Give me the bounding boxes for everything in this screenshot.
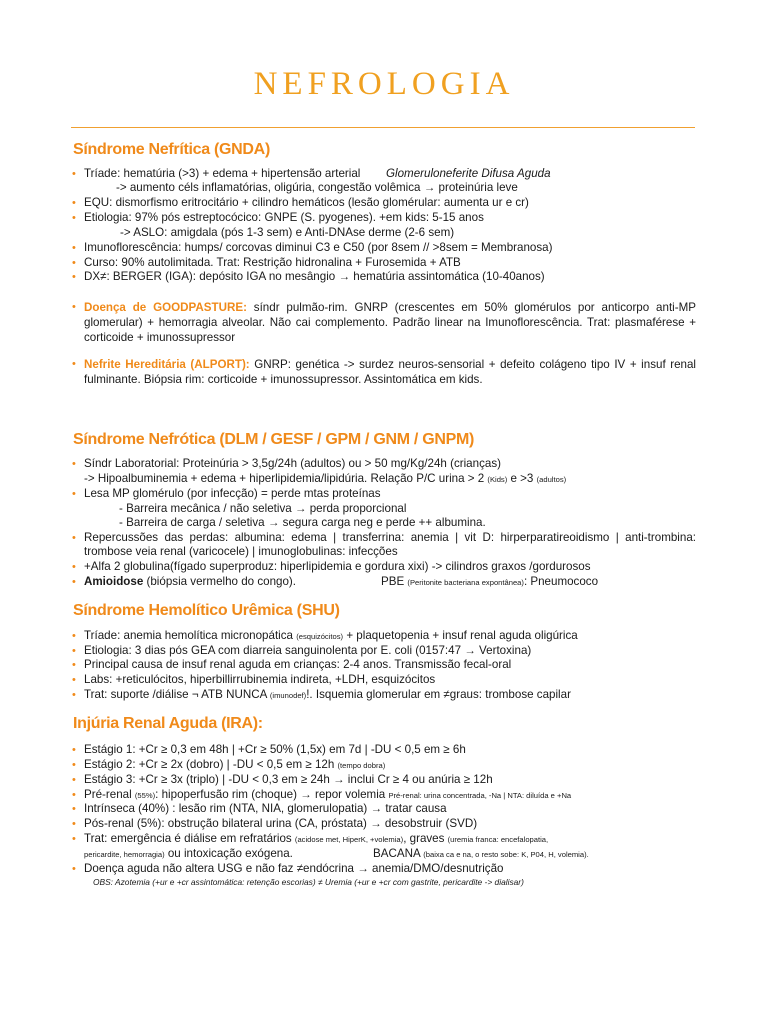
bullet: • [72, 561, 76, 573]
list-item: Curso: 90% autolimitada. Trat: Restrição hidronalina + Furosemida + ATB [84, 256, 461, 269]
list-item: Etiologia: 3 dias pós GEA com diarreia sanguinolenta por E. coli (0157:47 → Vertoxina) [84, 644, 532, 657]
bullet: • [72, 803, 76, 815]
bullet: • [72, 744, 76, 756]
bullet: • [72, 863, 76, 875]
list-item: - Barreira de carga / seletiva → segura carga neg e perde ++ albumina. [119, 516, 486, 529]
list-item: DX≠: BERGER (IGA): depósito IGA no mesângio → hematúria assintomática (10-40anos) [84, 270, 545, 283]
title-divider [71, 127, 695, 128]
bullet: • [72, 488, 76, 500]
list-item: Estágio 2: +Cr ≥ 2x (dobro) | -DU < 0,5 em ≥ 12h (tempo dobra) [84, 758, 386, 771]
section-heading-nefritica: Síndrome Nefrítica (GNDA) [73, 141, 270, 158]
list-item: Intrínseca (40%) : lesão rim (NTA, NIA, glomerulopatia) → tratar causa [84, 802, 447, 815]
item-note: Glomeruloneferite Difusa Aguda [386, 167, 551, 180]
obs-note: OBS: Azotemia (+ur e +cr assintomática: retenção escorias) ≠ Uremia (+ur e +cr com gastrite, pericardite -> dialisar) [93, 877, 524, 887]
bullet: • [72, 630, 76, 642]
goodpasture-paragraph [84, 300, 696, 345]
bullet: • [72, 674, 76, 686]
list-item: Repercussões das perdas: albumina: edema | transferrina: anemia | vit D: hirperparatireoidismo | anti-trombina: trombose veia renal (varicocele) | imunoglobulinas: infecções [84, 531, 696, 558]
goodpasture-label: Doença de GOODPASTURE: [84, 301, 247, 314]
list-item: EQU: dismorfismo eritrocitário + cilindro hemáticos (lesão glomérular: aumenta ur e cr) [84, 196, 529, 209]
bullet: • [72, 242, 76, 254]
bullet: • [72, 358, 76, 370]
alport-label: Nefrite Hereditária (ALPORT): [84, 358, 250, 371]
bullet: • [72, 818, 76, 830]
bullet: • [72, 301, 76, 313]
list-item: -> ASLO: amigdala (pós 1-3 sem) e Anti-DNAse derme (2-6 sem) [120, 226, 455, 239]
page-title: NEFROLOGIA [253, 66, 515, 102]
list-item: Tríade: anemia hemolítica micronopática (esquizócitos) + plaquetopenia + insuf renal aguda oligúrica [84, 629, 578, 642]
list-item: Principal causa de insuf renal aguda em crianças: 2-4 anos. Transmissão fecal-oral [84, 658, 512, 671]
bullet: • [72, 689, 76, 701]
section-heading-shu: Síndrome Hemolítico Urêmica (SHU) [73, 602, 340, 619]
list-item: Amioidose (biópsia vermelho do congo). PBE (Peritonite bacteriana expontânea): Pneumococo [84, 575, 599, 588]
list-item: Pré-renal (55%): hipoperfusão rim (choque) → repor volemia Pré-renal: urina concentrada, -Na | NTA: diluída e +Na [84, 788, 572, 801]
list-item [84, 167, 696, 181]
list-item: -> aumento céls inflamatórias, oligúria, congestão volêmica → proteinúria leve [116, 181, 518, 194]
bullet: • [72, 532, 76, 544]
bullet: • [72, 789, 76, 801]
list-item: Trat: suporte /diálise ¬ ATB NUNCA (imunodef)!. Isquemia glomerular em ≠graus: trombose capilar [84, 688, 571, 701]
bullet: • [72, 645, 76, 657]
list-item: +Alfa 2 globulina(fígado superproduz: hiperlipidemia e gordura xixi) -> cilindros graxos /gordurosos [84, 560, 591, 573]
bullet: • [72, 659, 76, 671]
bullet: • [72, 197, 76, 209]
bullet: • [72, 257, 76, 269]
list-item: Estágio 1: +Cr ≥ 0,3 em 48h | +Cr ≥ 50% (1,5x) em 7d | -DU < 0,5 em ≥ 6h [84, 743, 466, 756]
bullet: • [72, 458, 76, 470]
bullet: • [72, 576, 76, 588]
alport-paragraph [84, 357, 696, 387]
list-item: Lesa MP glomérulo (por infecção) = perde mtas proteínas [84, 487, 381, 500]
goodpasture-text: síndr pulmão-rim. GNRP (crescentes em 50% glomérulos por anticorpo anti-MP glomerular) + hemorragia alveolar. Não cai complemento. Padrão linear na Imunoflorescência. Trat: plasmaférese + corticoide + imunossupressor [84, 301, 696, 344]
list-item: Imunoflorescência: humps/ corcovas diminui C3 e C50 (por 8sem // >8sem = Membranosa) [84, 241, 553, 254]
amioidose-label: Amioidose [84, 575, 144, 588]
bullet: • [72, 759, 76, 771]
bullet: • [72, 271, 76, 283]
bullet: • [72, 212, 76, 224]
list-item: - Barreira mecânica / não seletiva → perda proporcional [119, 502, 407, 515]
list-item: Estágio 3: +Cr ≥ 3x (triplo) | -DU < 0,3 em ≥ 24h → inclui Cr ≥ 4 ou anúria ≥ 12h [84, 773, 493, 786]
bullet: • [72, 168, 76, 180]
list-item: Trat: emergência é diálise em refratários (acidose met, HiperK, +volemia), graves (uremia franca: encefalopatia, [84, 832, 549, 845]
list-item: Labs: +reticulócitos, hiperbillirrubinemia indireta, +LDH, esquizócitos [84, 673, 436, 686]
list-item: Pós-renal (5%): obstrução bilateral urina (CA, próstata) → desobstruir (SVD) [84, 817, 478, 830]
list-item: Síndr Laboratorial: Proteinúria > 3,5g/24h (adultos) ou > 50 mg/Kg/24h (crianças) [84, 457, 501, 470]
section-heading-nefrotica: Síndrome Nefrótica (DLM / GESF / GPM / GNM / GNPM) [73, 431, 475, 448]
bullet: • [72, 833, 76, 845]
list-item: -> Hipoalbuminemia + edema + hiperlipidemia/lipidúria. Relação P/C urina > 2 (Kids) e >3 (adultos) [84, 472, 567, 485]
list-item: pericardite, hemorragia) ou intoxicação exógena. BACANA (baixa ca e na, o resto sobe: K, P04, H, volemia). [84, 847, 589, 860]
list-item: Etiologia: 97% pós estreptocócico: GNPE (S. pyogenes). +em kids: 5-15 anos [84, 211, 484, 224]
bullet: • [72, 774, 76, 786]
section-heading-ira: Injúria Renal Aguda (IRA): [73, 715, 263, 732]
alport-text: GNRP: genética -> surdez neuros-sensorial + defeito colágeno tipo IV + insuf renal fulminante. Biópsia rim: corticoide + imunossupressor. Assintomática em kids. [84, 358, 697, 386]
item-text: Tríade: hematúria (>3) + edema + hipertensão arterial [84, 167, 361, 180]
list-item: Doença aguda não altera USG e não faz ≠endócrina → anemia/DMO/desnutrição [84, 862, 504, 875]
